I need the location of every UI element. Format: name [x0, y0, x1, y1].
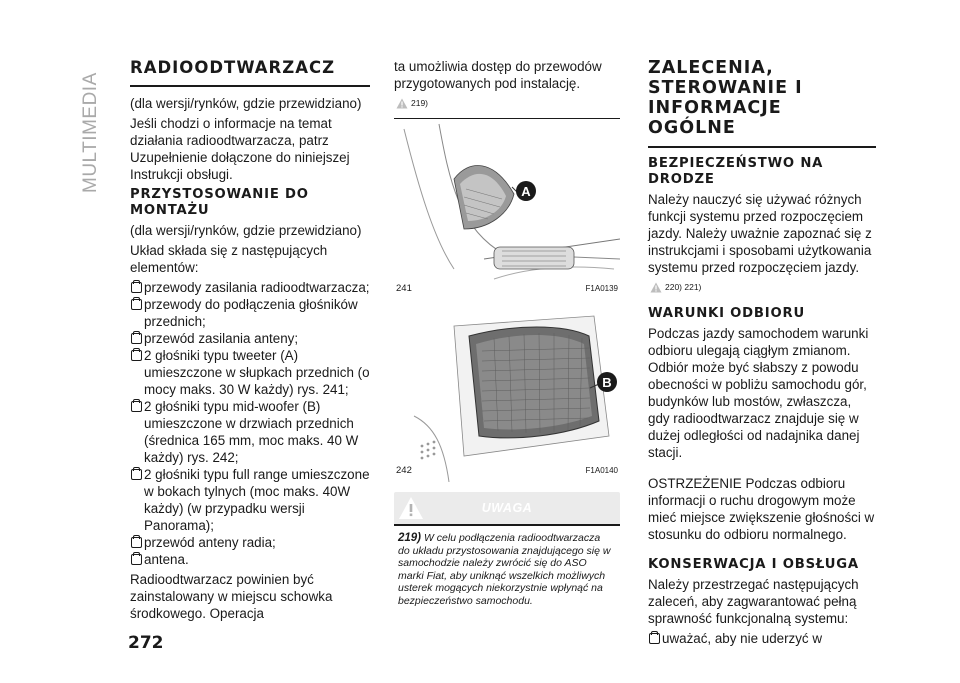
- list-item: antena.: [130, 551, 370, 568]
- figure-number: 242: [396, 465, 412, 476]
- column-1: [130, 58, 370, 625]
- warning-box-ref: 219): [398, 532, 422, 544]
- column-2: [394, 58, 620, 613]
- paragraph: (dla wersji/rynków, gdzie przewidziano): [130, 96, 362, 111]
- side-label-text: MULTIMEDIA: [80, 72, 101, 193]
- paragraph: (dla wersji/rynków, gdzie przewidziano): [130, 223, 362, 238]
- figure-241: [394, 118, 620, 300]
- warning-triangle-icon: [396, 98, 408, 109]
- warning-box-body: [394, 524, 620, 613]
- subsection-title-maintenance: KONSERWACJA I OBSŁUGA: [648, 557, 859, 572]
- figure-code: F1A0139: [585, 284, 618, 293]
- list-item: przewód zasilania anteny;: [130, 330, 370, 347]
- section-title-recommendations: ZALECENIA, STEROWANIE I INFORMACJE OGÓLNE: [648, 58, 876, 148]
- warning-triangle-icon: [398, 496, 424, 520]
- list-item: 2 głośniki typu tweeter (A) umieszczone w słupkach przednich (o mocy maks. 30 W każdy) rys. 241;: [130, 347, 370, 398]
- paragraph: Należy nauczyć się używać różnych funkcji systemu przed rozpoczęciem jazdy. Należy uważnie zapoznać się z instrukcjami i sposobami użytkowania systemu przed rozpoczęciem jazdy.: [648, 192, 872, 275]
- figure-marker-a: A: [521, 184, 531, 199]
- section-side-label: [60, 58, 120, 198]
- door-woofer-illustration: [394, 306, 620, 482]
- paragraph: Należy przestrzegać następujących zaleceń, aby zagwarantować pełną sprawność funkcjonalną systemu:: [648, 577, 859, 626]
- warning-box-header: [394, 492, 620, 524]
- page-number: 272: [128, 633, 164, 653]
- figure-code: F1A0140: [585, 466, 618, 475]
- column-3: [648, 58, 876, 647]
- paragraph: Podczas jazdy samochodem warunki odbioru ulegają ciągłym zmianom. Odbiór może być słabszy z powodu obecności w pobliżu samochodu gór, budynków lub mostów, zwłaszcza, gdy radioodtwarzacz znajduje się w dużej odległości od nadajnika danej stacji.: [648, 326, 869, 460]
- list-item: przewód anteny radia;: [130, 534, 370, 551]
- paragraph: Układ składa się z następujących elementów:: [130, 243, 328, 275]
- paragraph: Radioodtwarzacz powinien być zainstalowany w miejscu schowka środkowego. Operacja: [130, 572, 333, 621]
- list-item: uważać, aby nie uderzyć w: [648, 630, 876, 647]
- warning-triangle-icon: [650, 282, 662, 293]
- figure-marker-b: B: [602, 375, 612, 390]
- components-list: [130, 279, 370, 568]
- warning-reference: [650, 279, 876, 296]
- warning-ref-text: 220) 221): [665, 282, 702, 292]
- list-item: 2 głośniki typu mid-woofer (B) umieszczone w drzwiach przednich (średnica 165 mm, moc maks. 40 W każdy) rys. 242;: [130, 398, 370, 466]
- figure-number: 241: [396, 283, 412, 294]
- subsection-title-montage: PRZYSTOSOWANIE DO MONTAŻU: [130, 187, 309, 218]
- warning-reference: [396, 95, 620, 112]
- figure-242: [394, 306, 620, 482]
- warning-box-title: UWAGA: [481, 500, 533, 515]
- subsection-title-reception: WARUNKI ODBIORU: [648, 306, 805, 321]
- section-title-radio: RADIOODTWARZACZ: [130, 58, 370, 87]
- paragraph: ta umożliwia dostęp do przewodów przygotowanych pod instalację.: [394, 59, 602, 91]
- list-item: 2 głośniki typu full range umieszczone w bokach tylnych (moc maks. 40W każdy) (w przypadku wersji Panorama);: [130, 466, 370, 534]
- warning-box: [394, 492, 620, 613]
- warning-ref-text: 219): [411, 98, 429, 108]
- list-item: przewody zasilania radioodtwarzacza;: [130, 279, 370, 296]
- subsection-title-road-safety: BEZPIECZEŃSTWO NA DRODZE: [648, 156, 824, 187]
- warning-box-text: W celu podłączenia radioodtwarzacza do układu przystosowania znajdującego się w samochodzie należy zwrócić się do ASO marki Fiat, aby uniknąć wszelkich możliwych usterek mogących niekorzystnie wpłynąć na bezpieczeństwo samochodu.: [398, 532, 611, 607]
- pillar-tweeter-illustration: [394, 119, 620, 301]
- paragraph: OSTRZEŻENIE Podczas odbioru informacji o ruchu drogowym może mieć miejsce zwiększenie głośności w stosunku do odbioru normalnego.: [648, 476, 875, 542]
- paragraph: Jeśli chodzi o informacje na temat działania radioodtwarzacza, patrz Uzupełnienie dołączone do niniejszej Instrukcji obsługi.: [130, 116, 350, 182]
- list-item: przewody do podłączenia głośników przednich;: [130, 296, 370, 330]
